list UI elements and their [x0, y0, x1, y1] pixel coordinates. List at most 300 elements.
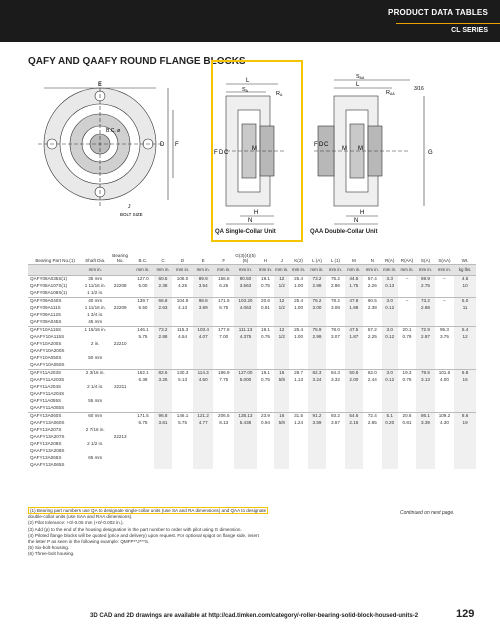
dimension-cell: 3.13	[416, 377, 434, 384]
single-label-h: H	[254, 210, 259, 216]
table-row	[28, 275, 476, 283]
dimension-cell: 0.75	[261, 334, 270, 339]
dimension-cell: 4.50	[193, 377, 214, 384]
dimension-cell	[234, 341, 257, 348]
dimension-cell: 103.4	[193, 326, 214, 334]
bearing-no-cell	[108, 369, 132, 377]
dimension-cell: 16	[274, 369, 289, 377]
header-cell: G(3)(4)(5)(6)	[234, 246, 257, 264]
page-title: QAFY AND QAAFY ROUND FLANGE BLOCKS	[28, 56, 246, 67]
shaft-dia-cell: 1 11/16 in.	[84, 283, 106, 288]
dimension-cell: 3.3	[382, 275, 398, 283]
dimension-cell	[398, 391, 416, 398]
table-row	[28, 305, 476, 312]
dimension-cell	[193, 290, 214, 298]
dimension-cell	[398, 405, 416, 413]
dimension-cell: 1/2	[274, 305, 289, 312]
dimension-cell	[213, 455, 234, 462]
dimension-cell: 12	[274, 275, 289, 283]
dimension-cell: 8.13	[219, 420, 229, 425]
dimension-cell	[132, 434, 154, 441]
dimension-cell	[289, 391, 307, 398]
dimension-cell: 0.81	[402, 420, 412, 425]
dimension-cell	[454, 355, 476, 362]
dimension-cell	[234, 384, 257, 391]
shaft-dia-cell: 1 1/2 in.	[87, 290, 104, 295]
dimension-cell	[172, 462, 193, 469]
dimension-cell	[382, 319, 398, 327]
dimension-cell	[234, 290, 257, 298]
dimension-cell	[382, 384, 398, 391]
dimension-cell	[454, 448, 476, 455]
dimension-cell	[308, 341, 326, 348]
dimension-cell	[213, 341, 234, 348]
unit-cell: mm in.	[382, 264, 398, 275]
dimension-cell	[234, 434, 257, 441]
dimension-cell: 15	[454, 377, 476, 384]
dimension-cell: 75.9	[308, 326, 326, 334]
dimension-cell	[326, 362, 344, 370]
dimension-cell	[363, 355, 381, 362]
shaft-dia-cell: 1 11/16 in.	[84, 305, 106, 310]
dimension-cell	[363, 448, 381, 455]
bearing-no-cell	[108, 462, 132, 469]
dimension-cell: –	[398, 297, 416, 305]
unit-cell: kg lbs.	[454, 264, 476, 275]
dimension-cell	[326, 398, 344, 405]
dimension-cell	[308, 462, 326, 469]
dimension-cell	[454, 441, 476, 448]
dimension-cell: 91.2	[308, 412, 326, 420]
dimension-cell	[172, 441, 193, 448]
dimension-cell: 12	[274, 297, 289, 305]
dimension-cell	[193, 427, 214, 434]
unit-cell	[28, 264, 82, 275]
dimension-cell	[274, 384, 289, 391]
dimension-cell	[274, 341, 289, 348]
double-label-h: H	[360, 210, 365, 216]
dimension-cell	[382, 290, 398, 298]
dimension-cell	[398, 341, 416, 348]
dimension-cell: 19.1	[257, 369, 274, 377]
dimension-cell: 5.75	[178, 420, 188, 425]
dimension-cell: 4.063	[234, 305, 257, 312]
dimension-cell	[172, 355, 193, 362]
dimension-cell	[326, 441, 344, 448]
unit-cell: mm in.	[416, 264, 434, 275]
dimension-cell: 4.375	[234, 334, 257, 341]
dimension-cell	[274, 391, 289, 398]
dimension-cell: 1.24	[294, 420, 304, 425]
dimension-cell: 1.75	[345, 283, 363, 290]
unit-cell: mm in.	[132, 264, 154, 275]
dimension-cell	[193, 405, 214, 413]
dimension-cell	[193, 391, 214, 398]
label-bc: B.C. ø	[106, 128, 121, 134]
shaft-dia-cell	[82, 405, 108, 413]
dimension-cell	[234, 391, 257, 398]
dimension-cell: 54.6	[345, 412, 363, 420]
header-title: PRODUCT DATA TABLES	[388, 8, 488, 17]
dimension-cell	[193, 355, 214, 362]
dimension-cell: 3.0	[382, 297, 398, 305]
dimension-cell: 206.5	[213, 412, 234, 420]
dimension-cell: 196.9	[213, 369, 234, 377]
dimension-cell	[213, 312, 234, 319]
label-d: D	[160, 142, 165, 148]
unit-cell: mm in.	[193, 264, 214, 275]
dimension-cell	[363, 362, 381, 370]
dimension-cell	[416, 441, 434, 448]
dimension-cell	[234, 312, 257, 319]
dimension-cell	[289, 427, 307, 434]
dimension-cell: 4.77	[193, 420, 214, 427]
header-cell: R(AA)	[398, 246, 416, 264]
bearing-no-cell	[108, 441, 132, 448]
dimension-cell	[257, 434, 274, 441]
dimension-cell	[172, 312, 193, 319]
header-cell: Bearing Part No.(1)	[28, 246, 82, 264]
dimension-cell	[274, 348, 289, 355]
header-cell: E	[193, 246, 214, 264]
dimension-cell	[289, 319, 307, 327]
dimension-cell	[435, 441, 455, 448]
dimension-cell	[398, 462, 416, 469]
table-row	[28, 427, 476, 434]
dimension-cell	[345, 462, 363, 469]
dimension-cell: 3.07	[330, 334, 340, 339]
dimension-cell	[154, 434, 172, 441]
dimension-cell	[234, 448, 257, 455]
dimension-cell	[345, 384, 363, 391]
header-cell: N	[363, 246, 381, 264]
part-number-cell: QAFY08A035S(1)	[28, 275, 82, 283]
dimension-cell	[454, 427, 476, 434]
dimension-cell	[326, 427, 344, 434]
dimension-cell: 0.12	[382, 334, 398, 341]
dimension-cell	[398, 283, 416, 290]
dimension-cell	[435, 427, 455, 434]
bearing-no-cell	[108, 290, 132, 298]
shaft-dia-cell: 2 1/4 in.	[87, 384, 104, 389]
dimension-cell	[308, 405, 326, 413]
footer-cad-link[interactable]: 3D CAD and 2D drawings are available at http://cad.timken.com/category/-roller-bearing-solid-block-housed-units-2	[90, 613, 419, 619]
single-label-n: N	[248, 218, 253, 224]
double-collar-caption: QAA Double-Collar Unit	[310, 229, 378, 235]
dimension-cell	[398, 355, 416, 362]
dimension-cell	[363, 341, 381, 348]
dimension-cell	[289, 384, 307, 391]
dimension-cell	[274, 455, 289, 462]
dimension-cell	[172, 448, 193, 455]
dimension-cell	[308, 455, 326, 462]
dimension-cell: 127.0	[132, 275, 154, 283]
dimension-cell	[213, 405, 234, 413]
dimension-cell	[345, 405, 363, 413]
dimension-cell: 0.75	[261, 283, 270, 288]
dimension-cell: 89.9	[193, 275, 214, 283]
dimension-cell	[154, 319, 172, 327]
part-number-cell: QAAFY13A065S	[30, 462, 65, 467]
single-label-m: M	[252, 146, 257, 152]
label-j: J	[128, 204, 131, 210]
unit-cell: mm in.	[234, 264, 257, 275]
dimension-cell	[345, 341, 363, 348]
dimension-cell	[345, 355, 363, 362]
table-row	[28, 455, 476, 462]
dimension-cell: 47.5	[345, 326, 363, 334]
unit-cell: mm in.	[398, 264, 416, 275]
dimension-cell	[308, 290, 326, 298]
dimensions-table	[28, 246, 476, 469]
dimension-cell	[308, 398, 326, 405]
dimension-cell: 28.7	[289, 369, 307, 377]
dimension-cell: 60.5	[363, 297, 381, 305]
dimension-cell	[274, 441, 289, 448]
header-cell: R(A)	[382, 246, 398, 264]
dimension-cell	[154, 341, 172, 348]
single-label-l: L	[246, 78, 250, 84]
part-number-cell: QAFY09A040S	[28, 297, 82, 305]
dimension-cell	[308, 434, 326, 441]
table-row	[28, 391, 476, 398]
dimension-cell: 84.3	[326, 369, 344, 377]
dimension-cell: –	[398, 275, 416, 283]
label-e: E	[98, 82, 103, 88]
part-number-cell: QAFY09A111S	[30, 305, 61, 310]
dimension-cell	[274, 427, 289, 434]
dimension-cell: 98.8	[193, 297, 214, 305]
dimension-cell: 111.13	[234, 326, 257, 334]
dimension-cell	[363, 455, 381, 462]
dimension-cell	[132, 398, 154, 405]
dimension-cell	[435, 348, 455, 355]
dimension-cell: 2.00	[345, 377, 363, 384]
dimension-cell: 5.000	[234, 377, 257, 384]
part-number-cell: QAAFY11A203S	[30, 377, 65, 382]
dimension-cell: 6.75	[138, 420, 148, 425]
dimension-cell	[382, 398, 398, 405]
dimension-cell	[435, 312, 455, 319]
dimension-cell	[382, 448, 398, 455]
dimension-cell: 3.00	[308, 305, 326, 312]
dimension-cell	[308, 384, 326, 391]
dimension-cell	[382, 434, 398, 441]
dimension-cell: 73.2	[416, 297, 434, 305]
dimension-cell	[345, 348, 363, 355]
dimension-cell	[213, 427, 234, 434]
dimension-cell	[435, 362, 455, 370]
dimension-cell	[398, 348, 416, 355]
dimension-cell	[289, 348, 307, 355]
dimension-cell: 2.87	[416, 334, 434, 341]
table-row	[28, 326, 476, 334]
table-row	[28, 283, 476, 290]
table-row	[28, 405, 476, 413]
bearing-no-cell	[108, 398, 132, 405]
dimension-cell	[326, 319, 344, 327]
dimension-cell	[289, 455, 307, 462]
table-row	[28, 334, 476, 341]
part-number-cell: QAFY13A065S	[30, 455, 62, 460]
double-label-f: F	[314, 142, 318, 148]
dimension-cell	[454, 319, 476, 327]
dimension-cell: 93.2	[326, 412, 344, 420]
dimension-cell: 171.5	[132, 412, 154, 420]
part-number-cell: QAFY08A107S(1)	[30, 283, 68, 288]
dimension-cell	[154, 290, 172, 298]
dimension-cell	[345, 448, 363, 455]
dimension-cell	[435, 384, 455, 391]
shaft-dia-cell	[82, 448, 108, 455]
dimension-cell: 1.00	[294, 305, 304, 310]
dimension-cell	[193, 312, 214, 319]
part-number-cell: QAFY09A045S	[30, 319, 62, 324]
bearing-no-cell	[108, 391, 132, 398]
dimension-cell	[274, 405, 289, 413]
table-row	[28, 462, 476, 469]
part-number-cell: QAAFY11A204S	[30, 391, 65, 396]
dimension-cell: 73.2	[154, 326, 172, 334]
dimension-cell	[132, 441, 154, 448]
footnote-1-cont: double-collar units (use SAA and RAA dimensions).	[28, 514, 133, 520]
dimension-cell	[308, 348, 326, 355]
table-row	[28, 348, 476, 355]
dimension-cell: 19.1	[257, 275, 274, 283]
dimension-cell: 96.8	[154, 412, 172, 420]
dimension-cell	[172, 391, 193, 398]
dimension-cell: 104.9	[172, 297, 193, 305]
dimension-cell: 3.25	[154, 377, 172, 384]
header-cell: M	[345, 246, 363, 264]
shaft-dia-cell	[82, 334, 108, 341]
part-number-cell: QAAFY13A208S	[30, 448, 65, 453]
dimension-cell: 2.99	[308, 334, 326, 341]
dimension-cell	[234, 427, 257, 434]
dimension-cell	[345, 391, 363, 398]
dimension-cell	[435, 355, 455, 362]
shaft-dia-cell: 65 mm	[88, 455, 103, 460]
shaft-dia-cell: 2 7/16 in.	[85, 427, 105, 432]
dimension-cell: 5/8	[274, 420, 289, 427]
dimension-cell: 5.0	[454, 297, 476, 305]
dimension-cell	[326, 391, 344, 398]
dimension-cell: 4.5	[454, 275, 476, 283]
footnote-1-highlight: (1) Bearing part numbers use QA to designate single-collar units (use SA and RA dimensions) and QAA to designate	[30, 508, 267, 513]
dimension-cell: 79.5	[416, 369, 434, 377]
dimension-cell: 12	[274, 326, 289, 334]
dimension-cell	[289, 405, 307, 413]
header-accent-line	[396, 23, 500, 24]
dimension-cell	[398, 455, 416, 462]
dimension-cell	[398, 448, 416, 455]
dimension-cell: 3.89	[193, 305, 214, 312]
dimension-cell: 2.85	[367, 420, 377, 425]
header-cell: S(A)	[416, 246, 434, 264]
dimension-cell	[154, 441, 172, 448]
dimension-cell	[326, 384, 344, 391]
dimension-cell	[454, 384, 476, 391]
dimension-cell	[363, 434, 381, 441]
dimension-cell	[454, 455, 476, 462]
dimension-cell: 5.50	[138, 305, 148, 310]
dimension-cell	[435, 290, 455, 298]
dimension-cell: 7.00	[219, 334, 229, 339]
dimension-cell	[398, 441, 416, 448]
dimension-cell	[257, 384, 274, 391]
dimension-cell: 5.4	[454, 326, 476, 334]
dimension-cell	[257, 427, 274, 434]
dimension-cell	[234, 462, 257, 469]
dimension-cell: 23.9	[257, 412, 274, 420]
dimension-cell: 3.0	[382, 369, 398, 377]
footnote-5: (5) Six-bolt-housing.	[28, 545, 70, 551]
dimension-cell	[193, 448, 214, 455]
dimension-cell	[193, 319, 214, 327]
dimension-cell	[435, 398, 455, 405]
double-label-saa: SAA	[356, 74, 365, 80]
dimension-cell	[416, 405, 434, 413]
dimension-cell: 90.50	[234, 275, 257, 283]
dimension-cell: 158.8	[213, 275, 234, 283]
shaft-dia-cell	[82, 420, 108, 427]
bearing-no-cell	[108, 275, 132, 283]
dimension-cell: 3.59	[308, 420, 326, 427]
dimension-cell: 2.15	[345, 420, 363, 427]
dimension-cell	[435, 283, 455, 290]
dimension-cell	[132, 455, 154, 462]
dimension-cell	[308, 427, 326, 434]
header-bar	[0, 0, 500, 42]
dimension-cell: 115.3	[172, 326, 193, 334]
dimension-cell	[398, 312, 416, 319]
header-cell: Bearing No.	[108, 246, 132, 264]
double-label-raa: RAA	[386, 90, 395, 96]
dimension-cell	[382, 441, 398, 448]
dimension-cell	[345, 290, 363, 298]
dimension-cell: 1.00	[294, 334, 304, 339]
dimension-cell: 72.9	[416, 326, 434, 334]
dimension-cell: 1.00	[294, 283, 304, 288]
dimension-cell: 0.81	[261, 305, 270, 310]
footnote-4: (4) Piloted flange blocks will be quoted (price and delivery) upon request. For optional spigot on flange side, insert	[28, 532, 259, 538]
shaft-dia-cell	[82, 434, 108, 441]
dimension-cell	[398, 305, 416, 312]
dimension-cell	[274, 319, 289, 327]
continued-note: Continued on next page.	[400, 510, 455, 516]
dimension-cell	[416, 448, 434, 455]
page-number: 129	[456, 608, 475, 620]
dimension-cell	[308, 362, 326, 370]
shaft-dia-cell: 55 mm	[88, 398, 103, 403]
dimension-cell	[345, 398, 363, 405]
dimension-cell	[454, 434, 476, 441]
dimension-cell	[257, 319, 274, 327]
dimension-cell	[363, 398, 381, 405]
bearing-no-cell	[108, 297, 132, 305]
footnote-2: (2) Pilot tolerance: +0/-0.05 mm (+0/-0.002 in.).	[28, 520, 124, 526]
dimension-cell	[193, 455, 214, 462]
dimension-cell: 57.2	[363, 326, 381, 334]
dimension-cell: 177.8	[213, 326, 234, 334]
shaft-dia-cell: 45 mm	[88, 319, 103, 324]
dimension-cell: 3.563	[234, 283, 257, 290]
shaft-dia-cell: 35 mm	[82, 275, 108, 283]
double-label-g: G	[428, 150, 433, 156]
part-number-cell: QAFY11A203S	[28, 369, 82, 377]
dimension-cell	[154, 462, 172, 469]
dimension-cell: 19.1	[257, 326, 274, 334]
